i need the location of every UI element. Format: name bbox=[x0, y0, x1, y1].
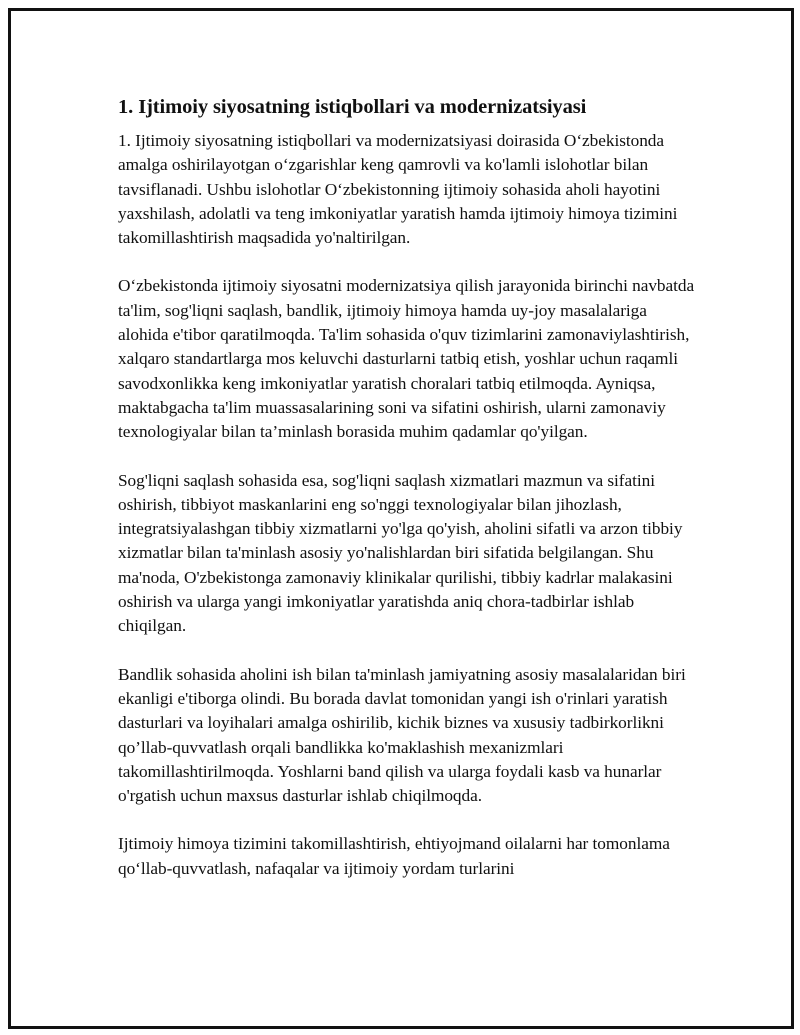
paragraph-intro: 1. Ijtimoiy siyosatning istiqbollari va modernizatsiyasi doirasida O‘zbekistonda amalga oshirilayotgan o‘zgarishlar keng qamrovli va ko'lamli islohotlar bilan tavsiflanadi. Ushbu islohotlar O‘zbekistonning ijtimoiy sohasida aholi hayotini yaxshilash, adolatli va teng imkoniyatlar yaratish hamda ijtimoiy himoya tizimini takomillashtirish maqsadida yo'naltirilgan. bbox=[118, 131, 678, 248]
paragraph-employment: Bandlik sohasida aholini ish bilan ta'minlash jamiyatning asosiy masalalaridan biri ekanligi e'tiborga olindi. Bu borada davlat tomonidan yangi ish o'rinlari yaratish dasturlari va loyihalari amalga oshirilib, kichik biznes va xususiy tadbirkorlikni qo’llab-quvvatlash orqali bandlikka ko'maklashish mexanizmlari takomillashtirilmoqda. Yoshlarni band qilish va ularga foydali kasb va hunarlar o'rgatish uchun maxsus dasturlar ishlab chiqilmoqda. bbox=[118, 664, 686, 806]
document-heading: 1. Ijtimoiy siyosatning istiqbollari va modernizatsiyasi bbox=[118, 96, 587, 118]
document-body bbox=[118, 93, 698, 905]
paragraph-modernization: O‘zbekistonda ijtimoiy siyosatni modernizatsiya qilish jarayonida birinchi navbatda ta'lim, sog'liqni saqlash, bandlik, ijtimoiy himoya hamda uy-joy masalalariga alohida e'tibor qaratilmoqda. Ta'lim sohasida o'quv tizimlarini zamonaviylashtirish, xalqaro standartlarga mos keluvchi dasturlarni tatbiq etish, yoshlar uchun raqamli savodxonlikka keng imkoniyatlar yaratish choralari tatbiq etilmoqda. Ayniqsa, maktabgacha ta'lim muassasalarining soni va sifatini oshirish, ularni zamonaviy texnologiyalar bilan ta’minlash borasida muhim qadamlar qo'yilgan. bbox=[118, 276, 695, 442]
paragraph-healthcare: Sog'liqni saqlash sohasida esa, sog'liqni saqlash xizmatlari mazmun va sifatini oshirish, tibbiyot maskanlarini eng so'nggi texnologiyalar bilan jihozlash, integratsiyalashgan tibbiy xizmatlarni yo'lga qo'yish, aholini sifatli va arzon tibbiy xizmatlar bilan ta'minlash asosiy yo'nalishlardan biri sifatida belgilangan. Shu ma'noda, O'zbekistonga zamonaviy klinikalar qurilishi, tibbiy kadrlar malakasini oshirish va ularga yangi imkoniyatlar yaratishda aniq chora-tadbirlar ishlab chiqilgan. bbox=[118, 470, 683, 636]
paragraph-social-protection: Ijtimoiy himoya tizimini takomillashtirish, ehtiyojmand oilalarni har tomonlama qo‘llab-quvvatlash, nafaqalar va ijtimoiy yordam turlarini bbox=[118, 834, 670, 878]
